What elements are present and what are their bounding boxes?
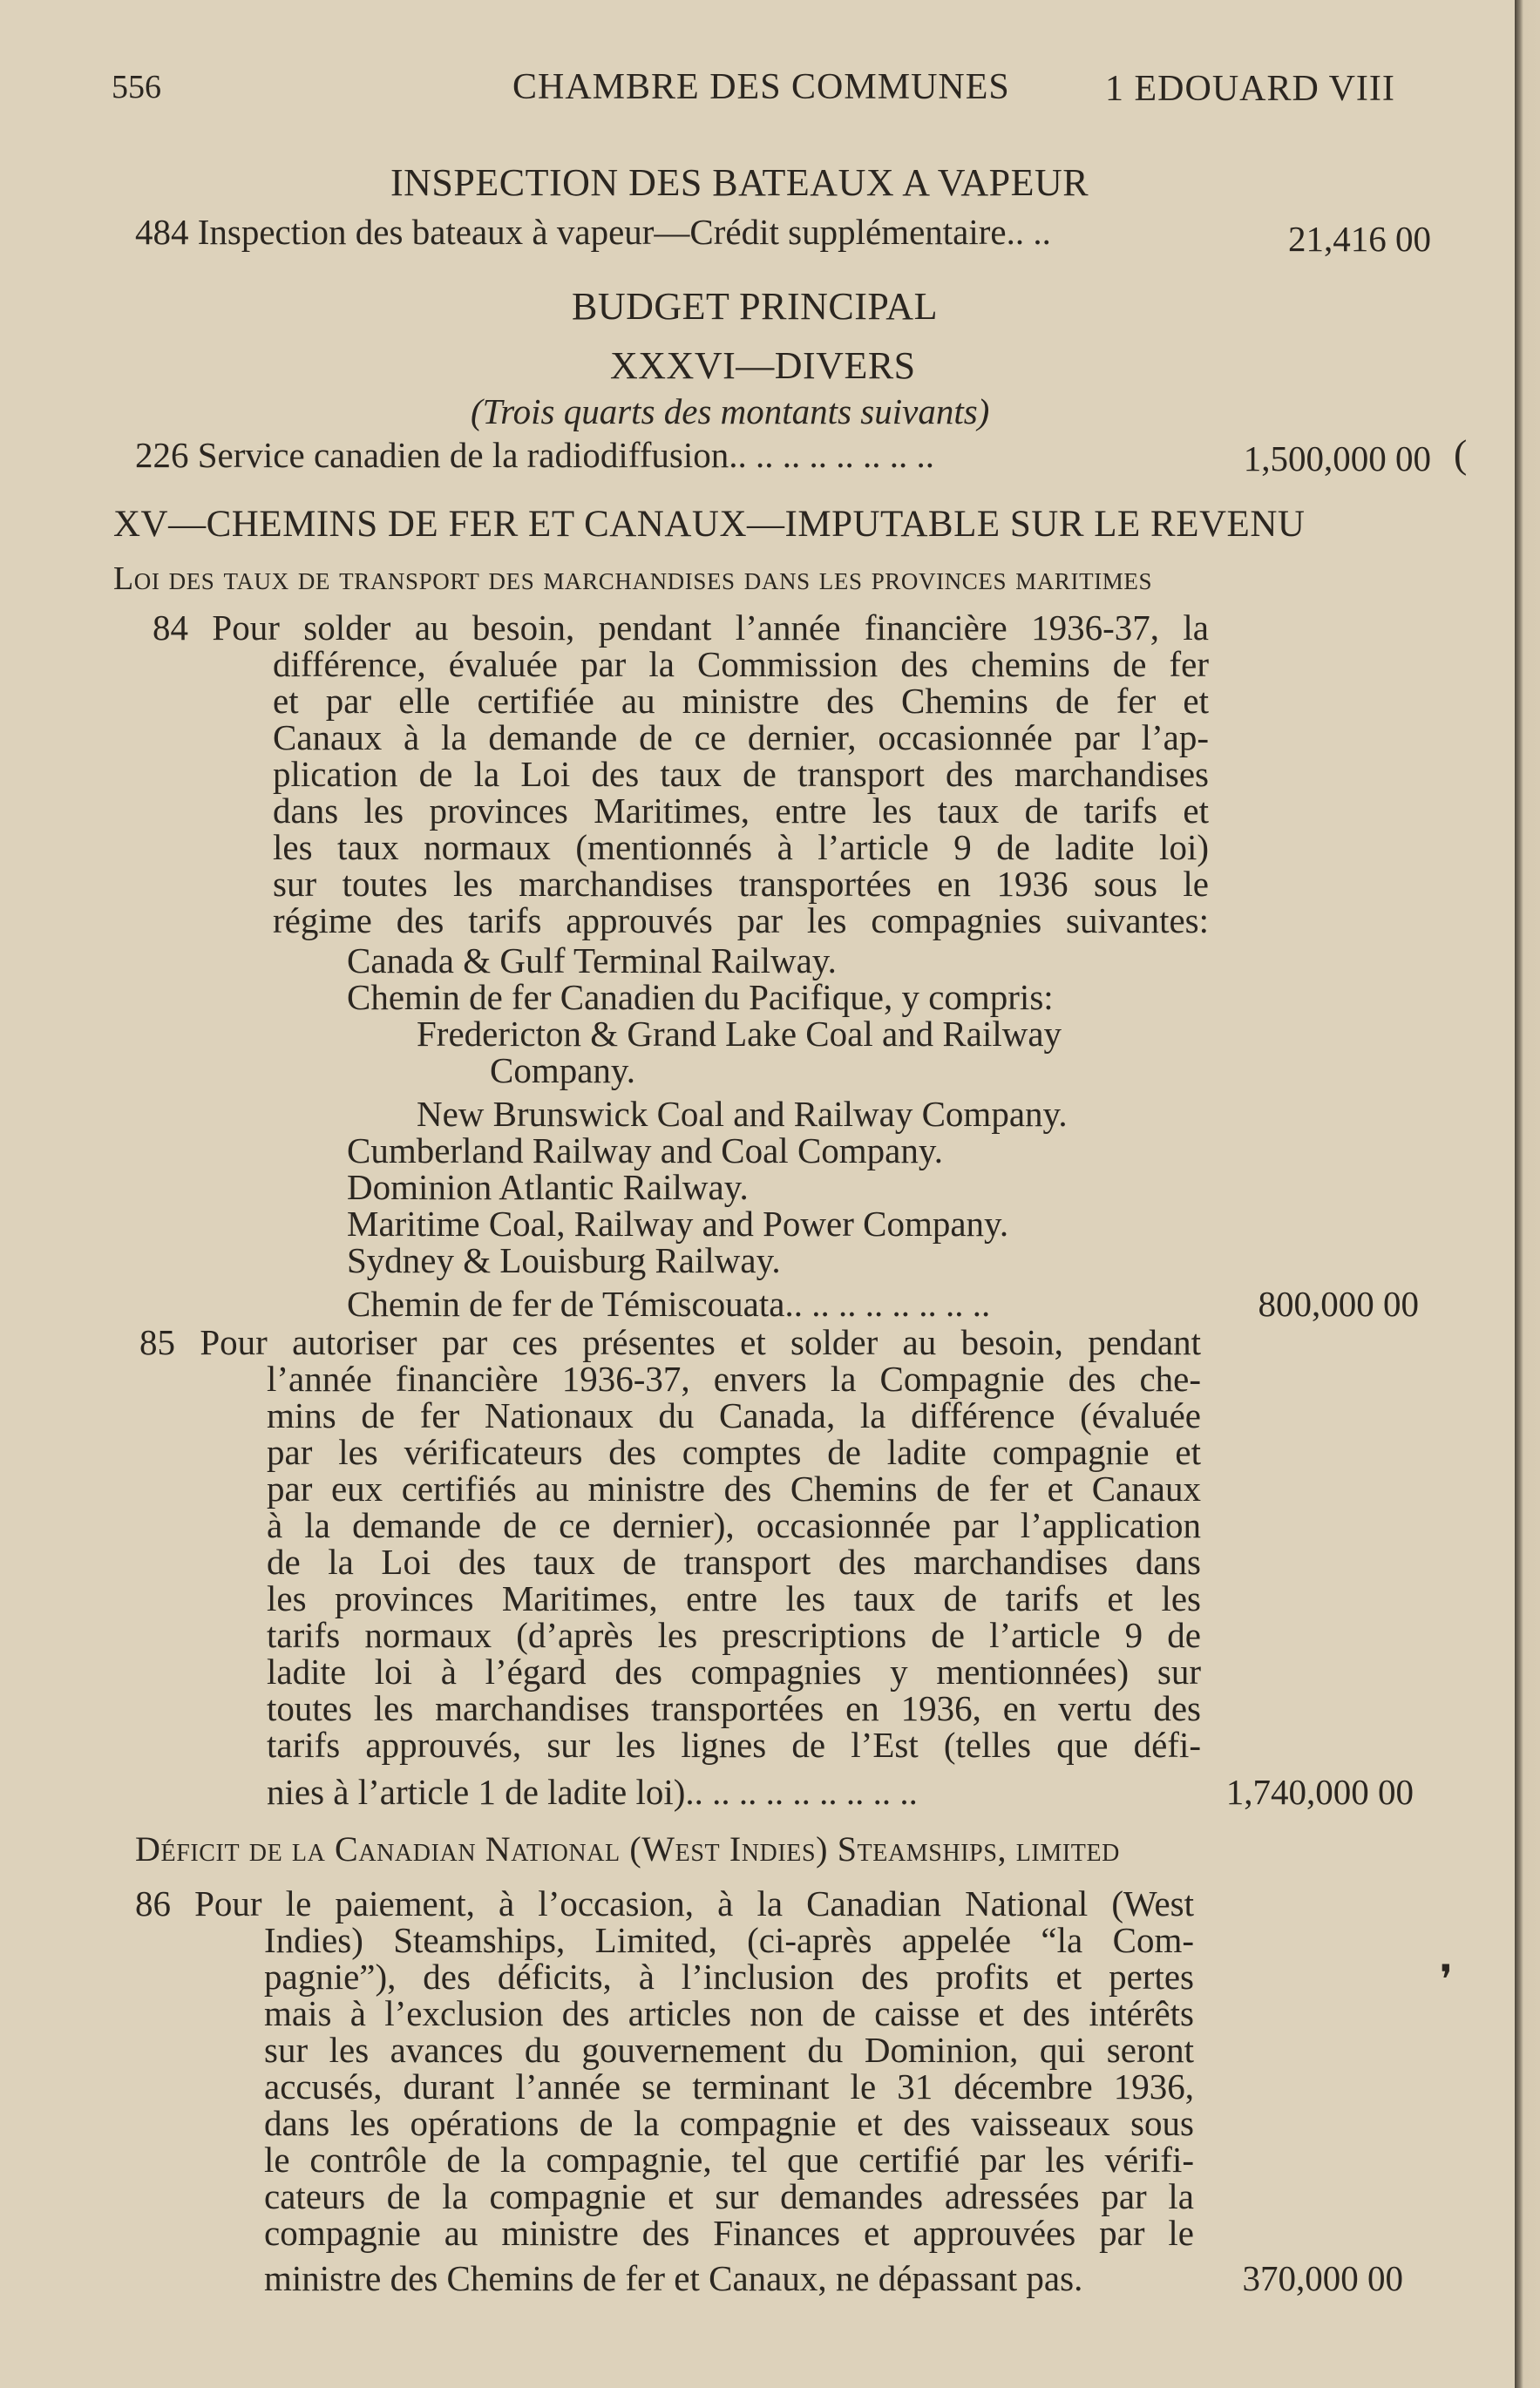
item-226-amount: 1,500,000 00	[1243, 438, 1431, 478]
item-85-line: ladite loi à l’égard des compagnies y mentionnées) sur	[267, 1652, 1201, 1692]
item-84-amount: 800,000 00	[1258, 1284, 1419, 1324]
item-86-line: ministre des Chemins de fer et Canaux, ne dépassant pas.	[264, 2258, 1083, 2298]
item-86-line: dans les opérations de la compagnie et des vaisseaux sous	[264, 2103, 1194, 2143]
item-86-line: pagnie”), des déficits, à l’inclusion des profits et pertes	[264, 1957, 1194, 1997]
item-84-line: les taux normaux (mentionnés à l’article 9 de ladite loi)	[273, 827, 1209, 867]
item-84-line: régime des tarifs approuvés par les compagnies suivantes:	[273, 900, 1209, 940]
budget-heading: BUDGET PRINCIPAL	[572, 285, 938, 328]
margin-mark: ❜	[1440, 1957, 1453, 2002]
item-86-line: accusés, durant l’année se terminant le 31 décembre 1936,	[264, 2066, 1194, 2106]
item-84-line: différence, évaluée par la Commission des chemins de fer	[273, 644, 1209, 684]
company-item: Company.	[490, 1050, 636, 1090]
session-label: 1 EDOUARD VIII	[1105, 69, 1395, 109]
item-84-line: et par elle certifiée au ministre des Chemins de fer et	[273, 681, 1209, 721]
item-85-line: nies à l’article 1 de ladite loi).. .. .. .. .. .. .. .. ..	[267, 1772, 918, 1812]
page-edge	[1515, 0, 1540, 2388]
item-86-line: Indies) Steamships, Limited, (ci-après appelée “la Com-	[264, 1920, 1194, 1960]
item-85-line: tarifs normaux (d’après les prescriptions de l’article 9 de	[267, 1615, 1201, 1655]
item-484-text: 484 Inspection des bateaux à vapeur—Crédit supplémentaire.. ..	[135, 212, 1051, 252]
page-number: 556	[112, 69, 161, 105]
item-85-line: par eux certifiés au ministre des Chemins de fer et Canaux	[267, 1469, 1201, 1509]
item-86-line: sur les avances du gouvernement du Dominion, qui seront	[264, 2030, 1194, 2070]
company-item: Sydney & Louisburg Railway.	[347, 1240, 781, 1280]
budget-subheading: XXXVI—DIVERS	[610, 344, 916, 387]
item-84-line: dans les provinces Maritimes, entre les taux de tarifs et	[273, 790, 1209, 831]
chemins-subheading: Loi des taux de transport des marchandises dans les provinces maritimes	[113, 560, 1153, 597]
item-84-line: sur toutes les marchandises transportées en 1936 sous le	[273, 864, 1209, 904]
item-85-line: l’année financière 1936-37, envers la Compagnie des che-	[267, 1359, 1201, 1399]
item-86-line: cateurs de la compagnie et sur demandes adressées par la	[264, 2176, 1194, 2216]
item-226-text: 226 Service canadien de la radiodiffusion.. .. .. .. .. .. .. ..	[135, 435, 934, 475]
item-484-amount: 21,416 00	[1288, 219, 1431, 259]
running-title: CHAMBRE DES COMMUNES	[512, 67, 1010, 107]
item-84-line: plication de la Loi des taux de transport des marchandises	[273, 754, 1209, 794]
company-item: Chemin de fer Canadien du Pacifique, y compris:	[347, 977, 1054, 1017]
item-84-line: Canaux à la demande de ce dernier, occasionnée par l’ap-	[273, 717, 1209, 757]
inspection-heading: INSPECTION DES BATEAUX A VAPEUR	[390, 161, 1089, 204]
item-85-line: par les vérificateurs des comptes de ladite compagnie et	[267, 1432, 1201, 1472]
company-item: Dominion Atlantic Railway.	[347, 1167, 749, 1207]
item-86-amount: 370,000 00	[1242, 2258, 1403, 2298]
item-86-line: le contrôle de la compagnie, tel que certifié par les vérifi-	[264, 2140, 1194, 2180]
item-86-line: mais à l’exclusion des articles non de caisse et des intérêts	[264, 1993, 1194, 2033]
chemins-heading: XV—CHEMINS DE FER ET CANAUX—IMPUTABLE SUR LE REVENU	[113, 504, 1306, 545]
company-item: Fredericton & Grand Lake Coal and Railway	[417, 1014, 1062, 1054]
item-85-line: de la Loi des taux de transport des marchandises dans	[267, 1542, 1201, 1582]
item-84-line: 84 Pour solder au besoin, pendant l’année financière 1936-37, la	[153, 607, 1209, 648]
item-85-line: mins de fer Nationaux du Canada, la différence (évaluée	[267, 1395, 1201, 1435]
item-85-line: toutes les marchandises transportées en 1936, en vertu des	[267, 1688, 1201, 1728]
item-85-line: à la demande de ce dernier), occasionnée par l’application	[267, 1505, 1201, 1545]
item-86-line: 86 Pour le paiement, à l’occasion, à la Canadian National (West	[135, 1883, 1194, 1923]
company-item: Chemin de fer de Témiscouata.. .. .. .. .. .. .. ..	[347, 1284, 991, 1324]
item-85-line: 85 Pour autoriser par ces présentes et solder au besoin, pendant	[139, 1322, 1201, 1362]
deficit-heading: Déficit de la Canadian National (West Indies) Steamships, limited	[135, 1829, 1121, 1869]
company-item: Cumberland Railway and Coal Company.	[347, 1130, 943, 1170]
company-item: Maritime Coal, Railway and Power Company.	[347, 1204, 1009, 1244]
item-86-line: compagnie au ministre des Finances et approuvées par le	[264, 2213, 1194, 2253]
item-85-line: les provinces Maritimes, entre les taux de tarifs et les	[267, 1578, 1201, 1618]
item-85-line: tarifs approuvés, sur les lignes de l’Est (telles que défi-	[267, 1725, 1201, 1765]
item-85-amount: 1,740,000 00	[1225, 1772, 1414, 1812]
budget-note: (Trois quarts des montants suivants)	[471, 391, 990, 431]
margin-mark: (	[1454, 431, 1468, 476]
company-item: Canada & Gulf Terminal Railway.	[347, 940, 837, 980]
company-item: New Brunswick Coal and Railway Company.	[417, 1094, 1068, 1134]
